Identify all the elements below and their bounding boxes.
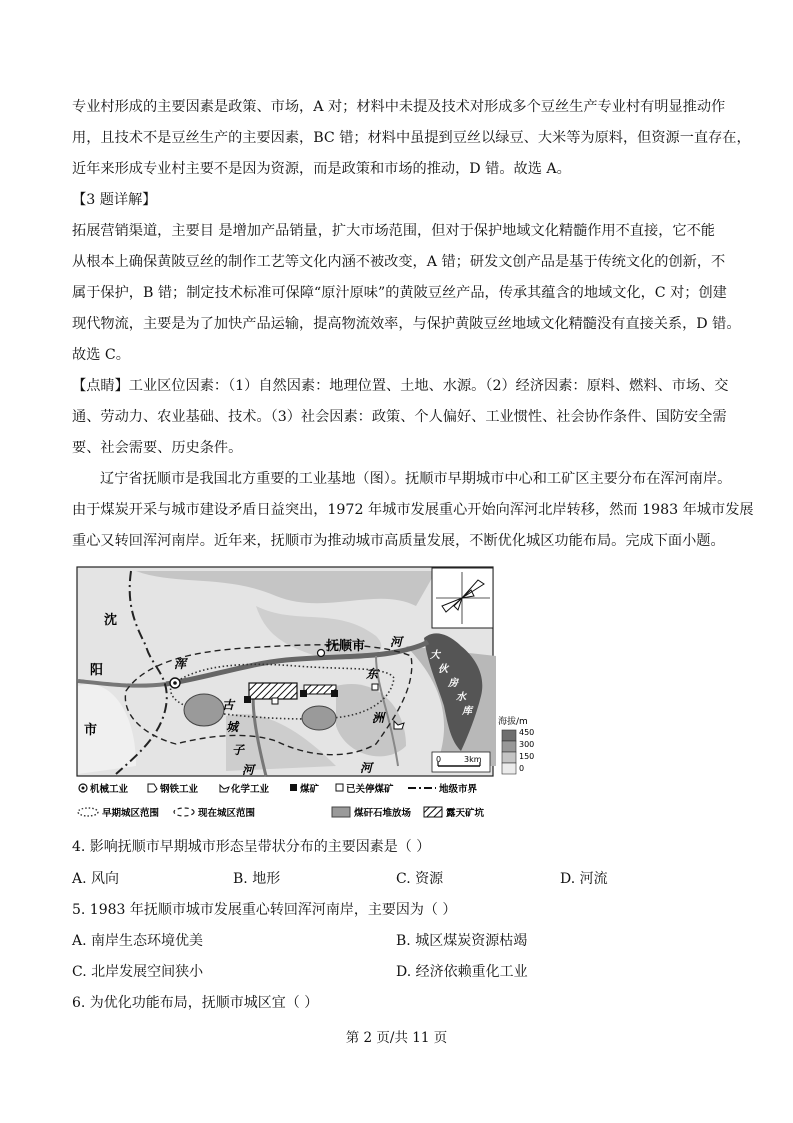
text-line: 拓展营销渠道，主要目 是增加产品销量，扩大市场范围，但对于保护地域文化精髓作用不直接，它不能 [72,223,715,239]
legend-label: 现在城区范围 [198,808,256,819]
altitude-value: 300 [519,740,535,749]
river-label: 河 [390,635,403,649]
gangue-legend-icon [332,807,350,817]
answer-paragraph-2 [72,92,751,185]
river-label: 古 [222,698,235,712]
river-label: 浑 [174,657,187,671]
reservoir-char: 房 [448,678,458,689]
question-4-option-b[interactable]: B. 地形 [233,871,281,887]
reservoir-char: 伙 [438,664,448,675]
question-4-option-d[interactable]: D. 河流 [560,871,608,887]
machinery-industry-marker [173,681,177,685]
legend-row-1 [79,783,478,795]
fushun-map-figure [76,566,544,828]
text-line: 辽宁省抚顺市是我国北方重要的工业基地（图）。抚顺市早期城市中心和工矿区主要分布在浑河南岸。 [100,471,732,487]
coal-mine-marker [300,690,307,697]
river-label: 东 [366,667,379,681]
text-line: 现代物流，主要是为了加快产品运输，提高物流效率，与保护黄陂豆丝地域文化精髓没有直接关系，D 错。 [72,316,741,332]
text-line: 由于煤炭开采与城市建设矛盾日益突出，1972 年城市发展重心开始向浑河北岸转移，然而 1983 年城市发展 [72,502,754,518]
legend-label: 钢铁工业 [160,784,199,795]
altitude-value: 450 [519,728,535,737]
altitude-value: 0 [519,764,525,773]
gangue-dump [302,706,336,730]
page-footer: 第 2 页/共 11 页 [345,1030,448,1046]
text-line: 重心又转回浑河南岸。近年来，抚顺市为推动城市高质量发展，不断优化城区功能布局。完成下面小题。 [72,533,725,549]
question-5-option-c[interactable]: C. 北岸发展空间狭小 [72,964,204,980]
question-5-stem: 5. 1983 年抚顺市城市发展重心转回浑河南岸，主要因为（ ） [72,902,457,918]
scale-label: 0 [436,755,442,764]
river-label: 洲 [372,711,385,725]
legend-row-2 [78,807,485,819]
city-label: 抚顺市 [326,639,366,654]
tip-paragraph [72,371,729,464]
place-label: 沈 [104,613,118,628]
text-line: 专业村形成的主要因素是政策、市场，A 对；材料中未提及技术对形成多个豆丝生产专业村有明显推动作 [72,99,726,115]
legend-label: 煤矿 [300,784,320,795]
city-marker [318,650,325,657]
closed-coal-mine-marker [372,684,378,690]
coal-mine-marker [331,690,338,697]
legend-label: 已关停煤矿 [346,784,394,795]
early-urban-legend-icon [78,808,98,816]
altitude-legend-title: 海拔/m [498,717,528,727]
answer-paragraph-3 [72,216,741,371]
altitude-legend [502,728,534,774]
legend-label: 早期城区范围 [102,808,160,819]
reservoir-char: 库 [462,706,472,717]
legend-label: 露天矿坑 [446,808,485,819]
river-label: 子 [232,743,245,757]
machinery-legend-icon [82,787,85,790]
altitude-swatch [502,741,516,752]
legend-label: 化学工业 [231,784,270,795]
text-line: 故选 C。 [72,347,130,363]
text-line: 近年来形成专业村主要不是因为资源，而是政策和市场的推动，D 错。故选 A。 [72,161,571,177]
open-pit-legend-icon [424,807,442,817]
chemical-legend-icon [220,785,229,792]
text-line: 用，且技术不是豆丝生产的主要因素，BC 错；材料中虽提到豆丝以绿豆、大米等为原料，但资源一直存在， [72,130,751,146]
intro-paragraph [72,464,754,557]
question-6-stem: 6. 为优化功能布局，抚顺市城区宜（ ） [72,995,319,1011]
text-line: 通、劳动力、农业基础、技术。（3）社会因素：政策、个人偏好、工业惯性、社会协作条件、国防安全需 [72,409,727,425]
altitude-swatch [502,763,516,774]
text-line: 从根本上确保黄陂豆丝的制作工艺等文化内涵不被改变，A 错；研发文创产品是基于传统文化的创新，不 [72,254,726,270]
place-label: 阳 [90,663,104,678]
closed-mine-legend-icon [336,784,343,791]
question-5-option-d[interactable]: D. 经济依赖重化工业 [396,964,528,980]
text-line: 属于保护，B 错；制定技术标准可保障“原汁原味”的黄陂豆丝产品，传承其蕴含的地域文化，C 对；创建 [72,285,727,301]
question-5-option-b[interactable]: B. 城区煤炭资源枯竭 [396,933,528,949]
gangue-dump [184,694,224,726]
legend-label: 机械工业 [90,784,129,795]
place-label: 市 [84,723,98,738]
reservoir-char: 水 [456,692,466,703]
legend-label: 地级市界 [439,784,478,795]
altitude-swatch [502,752,516,763]
open-pit-mine [249,683,297,699]
section-heading-q3: 【3 题详解】 [72,192,157,208]
question-4-option-a[interactable]: A. 风向 [72,871,120,887]
altitude-swatch [502,730,516,741]
closed-coal-mine-marker [272,698,278,704]
river-label: 河 [360,761,373,775]
legend-label: 煤矸石堆放场 [354,808,412,819]
question-4-option-c[interactable]: C. 资源 [396,871,444,887]
text-line: 【点睛】工业区位因素：（1）自然因素：地理位置、土地、水源。（2）经济因素：原料、燃料、市场、交 [72,378,729,394]
river-label: 城 [226,720,239,734]
scale-label: 3km [464,755,482,764]
coal-mine-marker [244,696,251,703]
current-urban-legend-icon [174,808,194,816]
question-4-stem: 4. 影响抚顺市早期城市形态呈带状分布的主要因素是（ ） [72,839,431,855]
altitude-value: 150 [519,752,535,761]
steel-legend-icon [148,784,157,792]
river-label: 河 [242,763,255,777]
reservoir-char: 大 [430,650,440,661]
map-svg [76,566,544,828]
question-5-option-a[interactable]: A. 南岸生态环境优美 [72,933,204,949]
coal-mine-legend-icon [290,784,297,791]
text-line: 要、社会需要、历史条件。 [72,440,243,456]
